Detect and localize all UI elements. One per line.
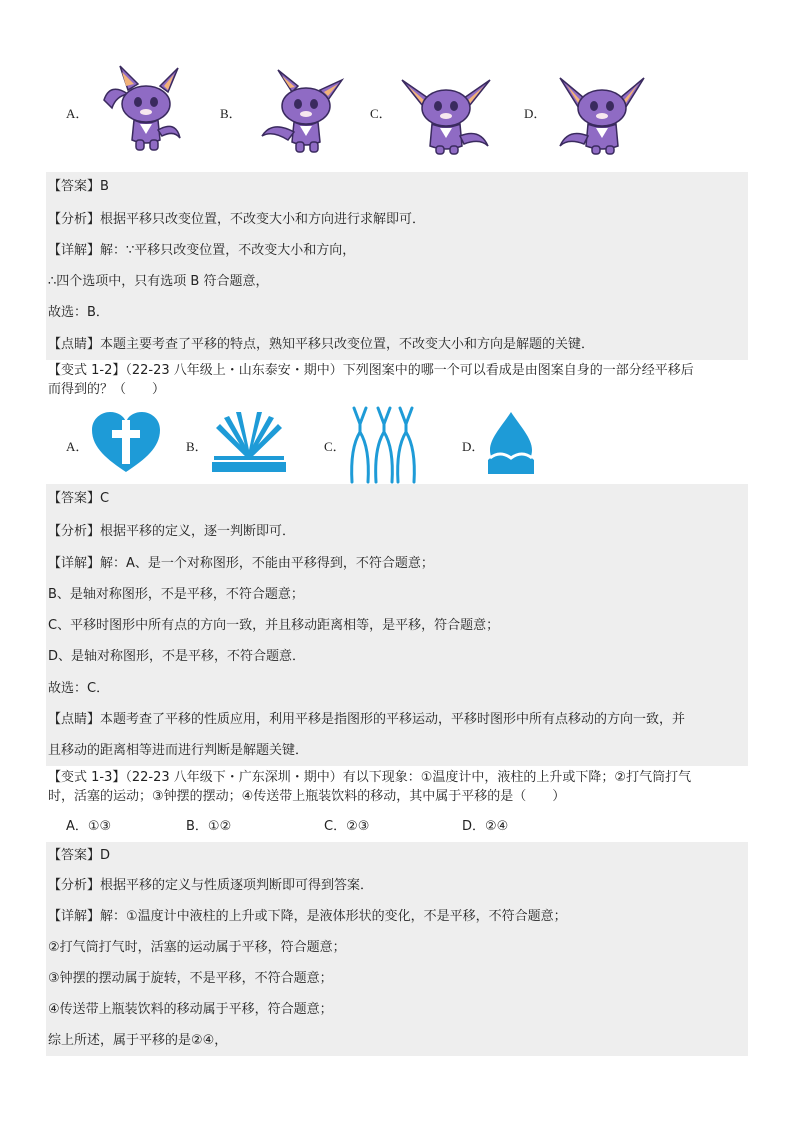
q1-option-a-mascot — [98, 60, 194, 156]
q3-option-c: C．②③ — [324, 819, 370, 834]
q3-option-b: B．①② — [186, 819, 232, 834]
q3-option-a: A．①③ — [66, 819, 112, 834]
q1-detail-line-2: ∴四个选项中，只有选项 B 符合题意， — [48, 274, 269, 289]
q1-option-c-label: C． — [370, 106, 392, 121]
q2-title-line-1: 【变式 1-2】（22-23 八年级上・山东泰安・期中）下列图案中的哪一个可以看成是由图案自身的一部分经平移后 — [48, 363, 694, 378]
q3-analysis: 【分析】根据平移的定义与性质逐项判断即可得到答案． — [48, 878, 374, 893]
q3-detail-line-5: 综上所述，属于平移的是②④， — [48, 1033, 228, 1048]
q3-title-line-2: 时，活塞的运动；③钟摆的摆动；④传送带上瓶装饮料的移动，其中属于平移的是（ ） — [48, 789, 566, 804]
q2-option-d-label: D． — [462, 439, 485, 454]
q2-comment-line-2: 且移动的距离相等进而进行判断是解题关键． — [48, 743, 309, 758]
q1-answer: 【答案】B — [48, 179, 109, 194]
q3-option-d: D．②④ — [462, 819, 509, 834]
q2-detail-line-4: D、是轴对称图形，不是平移，不符合题意． — [48, 649, 306, 664]
q3-detail-line-1: 【详解】解：①温度计中液柱的上升或下降，是液体形状的变化，不是平移，不符合题意； — [48, 909, 567, 924]
q2-option-a-label: A． — [66, 439, 89, 454]
q3-answer: 【答案】D — [48, 848, 111, 863]
q1-option-b-mascot — [258, 62, 354, 158]
q2-detail-line-2: B、是轴对称图形，不是平移，不符合题意； — [48, 587, 304, 602]
q2-comment-line-1: 【点睛】本题考查了平移的性质应用，利用平移是指图形的平移运动，平移时图形中所有点移动的方向一致，并 — [48, 712, 686, 727]
q1-option-d-label: D． — [524, 106, 547, 121]
q1-detail-line-3: 故选：B． — [48, 305, 109, 320]
q1-comment: 【点睛】本题主要考查了平移的特点，熟知平移只改变位置，不改变大小和方向是解题的关键． — [48, 337, 595, 352]
q2-option-b-label: B． — [186, 439, 208, 454]
q2-title-line-2: 而得到的？（ ） — [48, 382, 166, 397]
q1-option-b-label: B． — [220, 106, 242, 121]
q2-option-b-book-rays — [210, 410, 288, 474]
q2-detail-line-3: C、平移时图形中所有点的方向一致，并且移动距离相等，是平移，符合题意； — [48, 618, 500, 633]
q2-option-c-label: C． — [324, 439, 346, 454]
q1-option-d-mascot — [554, 64, 650, 160]
q2-detail-line-5: 故选：C． — [48, 681, 110, 696]
q1-option-a-label: A． — [66, 106, 89, 121]
q1-solution-box — [46, 172, 748, 360]
q2-analysis: 【分析】根据平移的定义，逐一判断即可． — [48, 524, 296, 539]
q2-option-d-drop — [484, 410, 538, 476]
q3-detail-line-2: ②打气筒打气时，活塞的运动属于平移，符合题意； — [48, 940, 346, 955]
q3-title-line-1: 【变式 1-3】（22-23 八年级下・广东深圳・期中）有以下现象：①温度计中，液柱的上升或下降；②打气筒打气 — [48, 770, 692, 785]
q1-option-c-mascot — [398, 64, 494, 160]
q2-option-a-heart-cross — [90, 410, 162, 474]
q1-detail-line-1: 【详解】解：∵平移只改变位置，不改变大小和方向， — [48, 243, 356, 258]
q1-analysis: 【分析】根据平移只改变位置，不改变大小和方向进行求解即可． — [48, 212, 426, 227]
q2-option-c-three-pliers — [346, 404, 420, 484]
q2-answer: 【答案】C — [48, 491, 110, 506]
q3-detail-line-4: ④传送带上瓶装饮料的移动属于平移，符合题意； — [48, 1002, 333, 1017]
q3-detail-line-3: ③钟摆的摆动属于旋转，不是平移，不符合题意； — [48, 971, 333, 986]
q2-detail-line-1: 【详解】解：A、是一个对称图形，不能由平移得到，不符合题意； — [48, 556, 434, 571]
